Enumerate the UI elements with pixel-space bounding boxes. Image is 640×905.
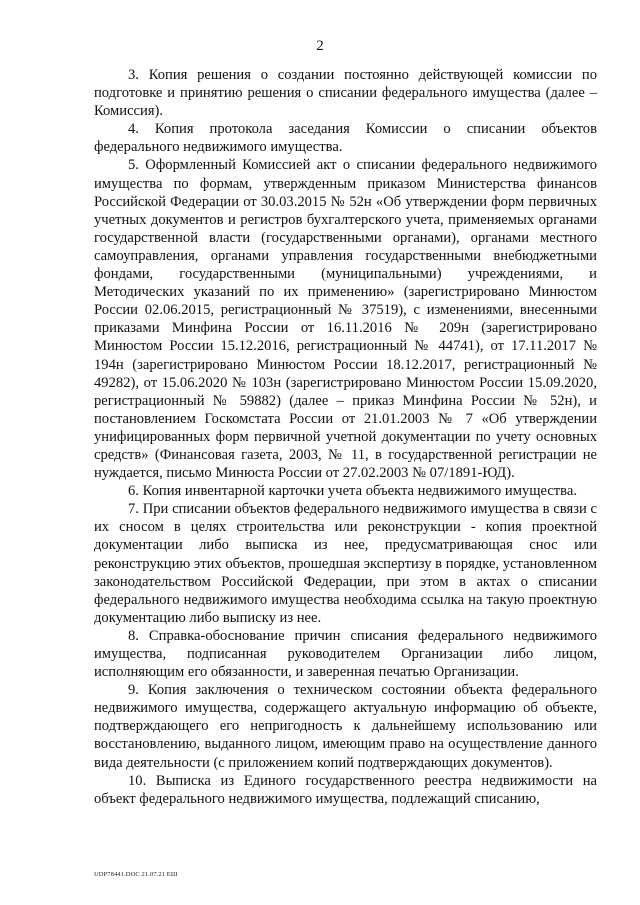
paragraph-item-7: 7. При списании объектов федерального недвижимого имущества в связи с их сносом в целях строительства или реконструкции - копия проектной документации либо выписка из нее, предусматривающая снос или реконструкцию этих объектов, прошедшая экспертизу в порядке, установленном законодательством Российской Федерации, при этом в актах о списании федерального недвижимого имущества необходима ссылка на такую проектную документацию либо выписку из нее. xyxy=(94,501,597,626)
paragraph-item-9: 9. Копия заключения о техническом состоянии объекта федерального недвижимого имущества, содержащего актуальную информацию об объекте, подтверждающего его непригодность к дальнейшему использованию или восстановлению, выданного лицом, имеющим право на осуществление данного вида деятельности (с приложением копий подтверждающих документов). xyxy=(94,682,597,771)
paragraph-item-4: 4. Копия протокола заседания Комиссии о списании объектов федерального недвижимого имущества. xyxy=(94,121,597,156)
paragraph-item-5: 5. Оформленный Комиссией акт о списании федерального недвижимого имущества по формам, утвержденным приказом Министерства финансов Российской Федерации от 30.03.2015 № 52н «Об утверждении форм первичных учетных документов и регистров бухгалтерского учета, применяемых органами государственной власти (государственными органами), органами местного самоуправления, органами управления государственными внебюджетными фондами, государственными (муниципальными) учреждениями, и Методических указаний по их применению» (зарегистрировано Минюстом России 02.06.2015, регистрационный № 37519), с изменениями, внесенными приказами Минфина России от 16.11.2016 № 209н (зарегистрировано Минюстом России 15.12.2016, регистрационный № 44741), от 17.11.2017 № 194н (зарегистрировано Минюстом России 18.12.2017, регистрационный № 49282), от 15.06.2020 № 103н (зарегистрировано Минюстом России 15.09.2020, регистрационный № 59882) (далее – приказ Минфина России № 52н), и постановлением Госкомстата России от 21.01.2003 № 7 «Об утверждении унифицированных форм первичной учетной документации по учету основных средств» (Финансовая газета, 2003, № 11, в государственной регистрации не нуждается, письмо Минюста России от 27.02.2003 № 07/1891-ЮД). xyxy=(94,157,597,482)
page-number: 2 xyxy=(316,38,324,54)
document-body xyxy=(94,66,597,808)
footer-doc-reference: UDP78441.DOC 21.07.21 ЕШ xyxy=(94,871,178,878)
paragraph-item-10: 10. Выписка из Единого государственного реестра недвижимости на объект федерального недвижимого имущества, подлежащий списанию, xyxy=(94,772,597,807)
paragraph-item-8: 8. Справка-обоснование причин списания федерального недвижимого имущества, подписанная руководителем Организации либо лицом, исполняющим его обязанности, и заверенная печатью Организации. xyxy=(94,627,597,681)
paragraph-item-6: 6. Копия инвентарной карточки учета объекта недвижимого имущества. xyxy=(128,483,577,500)
paragraph-item-3: 3. Копия решения о создании постоянно действующей комиссии по подготовке и принятию решения о списании федерального имущества (далее – Комиссия). xyxy=(94,67,597,120)
